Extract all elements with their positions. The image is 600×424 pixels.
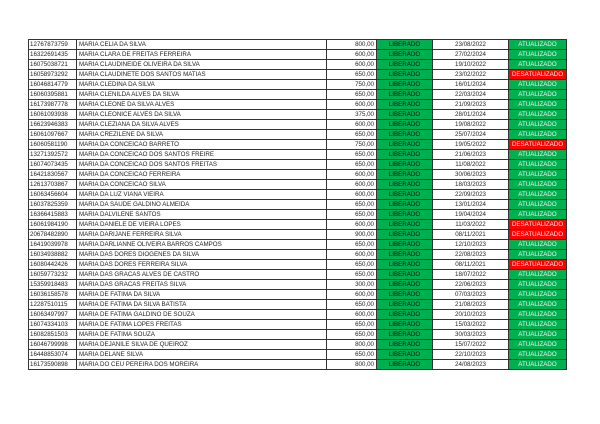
cell-status: LIBERADO [377,100,433,110]
cell-date: 21/06/2023 [433,150,509,160]
cell-situation: ATUALIZADO [509,170,567,180]
cell-value: 375,00 [327,110,377,120]
cell-name: MARIA DE FATIMA DA SILVA BATISTA [77,300,327,310]
cell-id: 16061093938 [29,110,77,120]
cell-status: LIBERADO [377,330,433,340]
cell-date: 19/08/2022 [433,120,509,130]
cell-situation: ATUALIZADO [509,320,567,330]
cell-name: MARIA DANIELE DE VIEIRA LOPES [77,220,327,230]
cell-value: 600,00 [327,190,377,200]
cell-situation: DESATUALIZADO [509,140,567,150]
cell-situation: ATUALIZADO [509,50,567,60]
cell-name: MARIA DA CONCEICAO FERREIRA [77,170,327,180]
cell-name: MARIA CREZILENE DA SILVA [77,130,327,140]
table-row [29,110,567,120]
cell-date: 24/08/2023 [433,360,509,370]
table-row [29,90,567,100]
cell-id: 16623946383 [29,120,77,130]
cell-value: 650,00 [327,90,377,100]
cell-name: MARIA DALVILENE SANTOS [77,210,327,220]
cell-situation: ATUALIZADO [509,60,567,70]
cell-name: MARIA CLAUDINEIDE OLIVEIRA DA SILVA [77,60,327,70]
cell-id: 16074073435 [29,160,77,170]
cell-situation: ATUALIZADO [509,110,567,120]
table-row [29,50,567,60]
cell-status: LIBERADO [377,140,433,150]
cell-id: 16173987778 [29,100,77,110]
cell-status: LIBERADO [377,260,433,270]
cell-date: 11/03/2022 [433,220,509,230]
table-row [29,200,567,210]
cell-name: MARIA DEJANILE SILVA DE QUEIROZ [77,340,327,350]
cell-situation: ATUALIZADO [509,270,567,280]
cell-status: LIBERADO [377,190,433,200]
cell-name: MARIA CLAUDINETE DOS SANTOS MATIAS [77,70,327,80]
cell-status: LIBERADO [377,320,433,330]
cell-status: LIBERADO [377,40,433,50]
cell-situation: ATUALIZADO [509,330,567,340]
cell-status: LIBERADO [377,90,433,100]
cell-situation: ATUALIZADO [509,280,567,290]
cell-id: 16059773232 [29,270,77,280]
cell-id: 16046799998 [29,340,77,350]
cell-date: 15/03/2022 [433,320,509,330]
table-row [29,180,567,190]
cell-name: MARIA DA CONCEICAO BARRETO [77,140,327,150]
cell-value: 650,00 [327,160,377,170]
cell-situation: ATUALIZADO [509,90,567,100]
cell-name: MARIA CLEONE DA SILVA ALVES [77,100,327,110]
cell-date: 11/08/2022 [433,160,509,170]
table-row [29,230,567,240]
cell-name: MARIA CLENILDA ALVES DA SILVA [77,90,327,100]
cell-value: 600,00 [327,290,377,300]
table-row [29,150,567,160]
cell-date: 19/10/2022 [433,60,509,70]
cell-name: MARIA DE FATIMA SOUZA [77,330,327,340]
cell-value: 650,00 [327,70,377,80]
table-row [29,260,567,270]
table-row [29,70,567,80]
cell-value: 600,00 [327,220,377,230]
cell-name: MARIA DE FATIMA DA SILVA [77,290,327,300]
cell-id: 16061097667 [29,130,77,140]
cell-status: LIBERADO [377,280,433,290]
cell-value: 600,00 [327,180,377,190]
cell-situation: ATUALIZADO [509,240,567,250]
cell-situation: ATUALIZADO [509,340,567,350]
cell-value: 650,00 [327,210,377,220]
cell-status: LIBERADO [377,150,433,160]
cell-value: 800,00 [327,360,377,370]
cell-name: MARIA CLEZIANA DA SILVA ALVES [77,120,327,130]
cell-value: 600,00 [327,100,377,110]
cell-name: MARIA DA CONCEICAO DOS SANTOS FREITAS [77,160,327,170]
cell-value: 650,00 [327,320,377,330]
cell-status: LIBERADO [377,310,433,320]
cell-id: 20678482890 [29,230,77,240]
table-row [29,210,567,220]
cell-status: LIBERADO [377,120,433,130]
cell-id: 16075038721 [29,60,77,70]
cell-situation: ATUALIZADO [509,100,567,110]
table-row [29,290,567,300]
cell-name: MARIA DARIJANE FERREIRA SILVA [77,230,327,240]
cell-status: LIBERADO [377,360,433,370]
cell-id: 16034938882 [29,250,77,260]
cell-status: LIBERADO [377,300,433,310]
cell-name: MARIA DO CEU PEREIRA DOS MOREIRA [77,360,327,370]
cell-value: 650,00 [327,200,377,210]
spreadsheet-table [28,39,567,370]
table-row [29,240,567,250]
cell-date: 23/02/2022 [433,70,509,80]
cell-value: 650,00 [327,240,377,250]
cell-id: 16036158578 [29,290,77,300]
cell-date: 23/08/2022 [433,40,509,50]
cell-date: 30/03/2023 [433,330,509,340]
cell-status: LIBERADO [377,130,433,140]
cell-id: 16060581190 [29,140,77,150]
cell-situation: ATUALIZADO [509,200,567,210]
cell-value: 600,00 [327,170,377,180]
table-row [29,270,567,280]
table-row [29,300,567,310]
cell-id: 16058973292 [29,70,77,80]
cell-value: 650,00 [327,300,377,310]
cell-name: MARIA CELIA DA SILVA [77,40,327,50]
cell-situation: DESATUALIZADO [509,260,567,270]
table-row [29,140,567,150]
cell-status: LIBERADO [377,350,433,360]
cell-status: LIBERADO [377,70,433,80]
cell-date: 19/04/2024 [433,210,509,220]
cell-situation: ATUALIZADO [509,180,567,190]
cell-situation: ATUALIZADO [509,250,567,260]
table-row [29,360,567,370]
cell-date: 21/08/2023 [433,300,509,310]
cell-situation: ATUALIZADO [509,190,567,200]
cell-date: 18/03/2023 [433,180,509,190]
cell-value: 650,00 [327,330,377,340]
cell-name: MARIA DA SAUDE GALDINO ALMEIDA [77,200,327,210]
cell-id: 12287510115 [29,300,77,310]
table-row [29,60,567,70]
table-row [29,160,567,170]
cell-id: 16061984190 [29,220,77,230]
cell-situation: ATUALIZADO [509,210,567,220]
cell-date: 28/01/2024 [433,110,509,120]
cell-situation: ATUALIZADO [509,130,567,140]
cell-id: 16046814779 [29,80,77,90]
cell-name: MARIA DAS DORES DIOGENES DA SILVA [77,250,327,260]
cell-value: 600,00 [327,50,377,60]
cell-situation: ATUALIZADO [509,310,567,320]
cell-date: 22/03/2024 [433,90,509,100]
cell-status: LIBERADO [377,240,433,250]
table-row [29,350,567,360]
cell-id: 16080442426 [29,260,77,270]
cell-status: LIBERADO [377,250,433,260]
cell-name: MARIA CLEDINA DA SILVA [77,80,327,90]
cell-date: 22/08/2023 [433,250,509,260]
cell-value: 600,00 [327,60,377,70]
cell-id: 12767873759 [29,40,77,50]
cell-status: LIBERADO [377,180,433,190]
cell-situation: ATUALIZADO [509,120,567,130]
cell-status: LIBERADO [377,200,433,210]
table-row [29,220,567,230]
cell-name: MARIA DA CONCEICAO DOS SANTOS FREIRE [77,150,327,160]
cell-value: 750,00 [327,140,377,150]
cell-date: 25/07/2024 [433,130,509,140]
table-row [29,100,567,110]
cell-situation: ATUALIZADO [509,160,567,170]
cell-date: 08/11/2021 [433,260,509,270]
cell-situation: ATUALIZADO [509,350,567,360]
table-row [29,340,567,350]
table-row [29,330,567,340]
cell-status: LIBERADO [377,50,433,60]
cell-id: 16060395881 [29,90,77,100]
table-row [29,190,567,200]
cell-date: 22/09/2023 [433,190,509,200]
cell-status: LIBERADO [377,110,433,120]
cell-name: MARIA DA LUZ VIANA VIEIRA [77,190,327,200]
cell-id: 16063456604 [29,190,77,200]
cell-status: LIBERADO [377,60,433,70]
cell-date: 20/10/2023 [433,310,509,320]
cell-date: 08/11/2021 [433,230,509,240]
cell-id: 16421830567 [29,170,77,180]
cell-id: 13271392572 [29,150,77,160]
cell-status: LIBERADO [377,340,433,350]
cell-id: 16419039978 [29,240,77,250]
table-row [29,130,567,140]
cell-name: MARIA CLARA DE FREITAS FERREIRA [77,50,327,60]
cell-status: LIBERADO [377,220,433,230]
cell-name: MARIA DAS DORES FERREIRA SILVA [77,260,327,270]
cell-status: LIBERADO [377,270,433,280]
cell-value: 600,00 [327,120,377,130]
cell-date: 22/06/2023 [433,280,509,290]
cell-situation: ATUALIZADO [509,360,567,370]
table-row [29,120,567,130]
cell-status: LIBERADO [377,290,433,300]
cell-date: 27/02/2024 [433,50,509,60]
cell-value: 800,00 [327,40,377,50]
cell-value: 300,00 [327,280,377,290]
table-row [29,170,567,180]
cell-value: 650,00 [327,150,377,160]
cell-status: LIBERADO [377,80,433,90]
cell-status: LIBERADO [377,210,433,220]
cell-value: 800,00 [327,340,377,350]
cell-status: LIBERADO [377,170,433,180]
cell-status: LIBERADO [377,230,433,240]
cell-name: MARIA DELANE SILVA [77,350,327,360]
cell-value: 650,00 [327,270,377,280]
cell-id: 16037825359 [29,200,77,210]
cell-id: 16366415883 [29,210,77,220]
cell-id: 16074334103 [29,320,77,330]
cell-situation: ATUALIZADO [509,150,567,160]
cell-id: 16448853074 [29,350,77,360]
table-row [29,310,567,320]
table-row [29,80,567,90]
cell-value: 900,00 [327,230,377,240]
cell-date: 22/10/2023 [433,350,509,360]
cell-situation: ATUALIZADO [509,80,567,90]
cell-date: 07/03/2023 [433,290,509,300]
table-row [29,280,567,290]
cell-name: MARIA DE FATIMA GALDINO DE SOUZA [77,310,327,320]
cell-id: 15359918483 [29,280,77,290]
cell-date: 12/10/2023 [433,240,509,250]
cell-value: 600,00 [327,310,377,320]
cell-value: 650,00 [327,350,377,360]
cell-date: 19/05/2022 [433,140,509,150]
cell-situation: ATUALIZADO [509,40,567,50]
table-row [29,40,567,50]
cell-id: 16173590898 [29,360,77,370]
table-body [29,40,567,370]
cell-id: 16063497997 [29,310,77,320]
cell-name: MARIA DE FATIMA LOPES FREITAS [77,320,327,330]
cell-date: 15/07/2022 [433,340,509,350]
cell-date: 16/01/2024 [433,80,509,90]
cell-name: MARIA DA CONCEICAO SILVA [77,180,327,190]
cell-name: MARIA DARLIANNE OLIVEIRA BARROS CAMPOS [77,240,327,250]
table-row [29,250,567,260]
cell-value: 650,00 [327,130,377,140]
cell-date: 21/09/2023 [433,100,509,110]
cell-value: 650,00 [327,260,377,270]
cell-name: MARIA CLEONICE ALVES DA SILVA [77,110,327,120]
cell-situation: DESATUALIZADO [509,220,567,230]
cell-id: 12613703867 [29,180,77,190]
cell-date: 18/07/2022 [433,270,509,280]
cell-value: 750,00 [327,80,377,90]
cell-situation: ATUALIZADO [509,290,567,300]
cell-situation: DESATUALIZADO [509,230,567,240]
cell-name: MARIA DAS GRACAS ALVES DE CASTRO [77,270,327,280]
cell-situation: ATUALIZADO [509,300,567,310]
cell-date: 30/06/2023 [433,170,509,180]
cell-id: 16322691435 [29,50,77,60]
cell-value: 600,00 [327,250,377,260]
cell-date: 13/01/2024 [433,200,509,210]
cell-id: 16082851503 [29,330,77,340]
cell-name: MARIA DAS GRACAS FREITAS SILVA [77,280,327,290]
table-row [29,320,567,330]
cell-status: LIBERADO [377,160,433,170]
cell-situation: DESATUALIZADO [509,70,567,80]
